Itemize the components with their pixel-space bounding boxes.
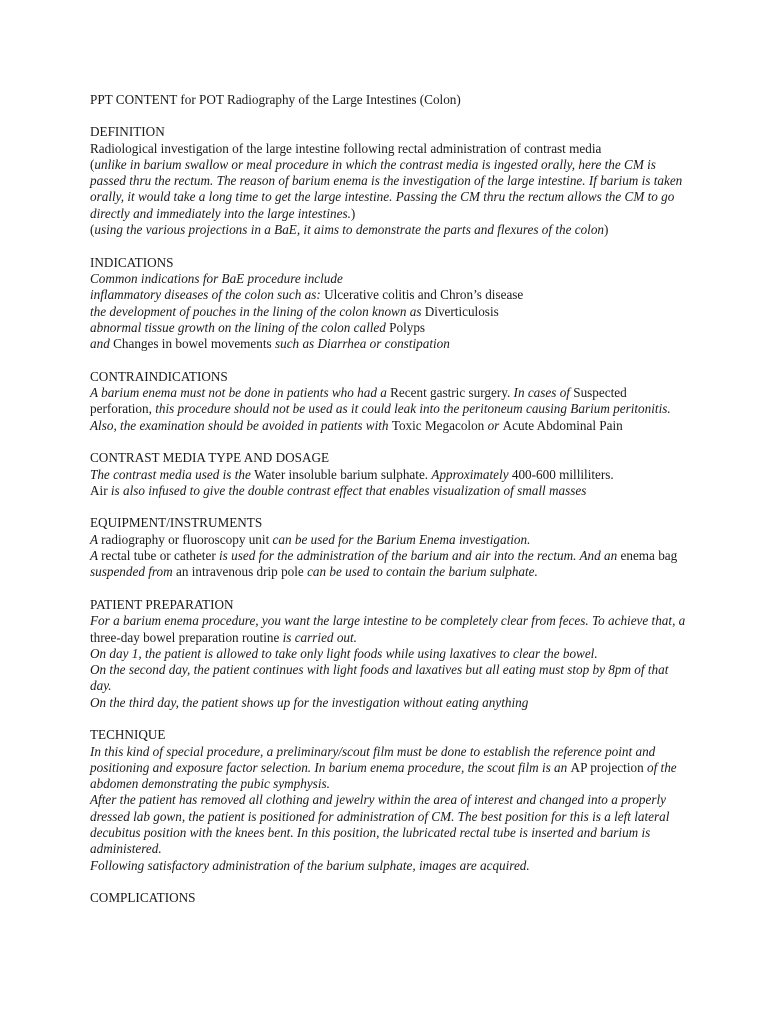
text-run: Diverticulosis	[424, 303, 499, 319]
text-run: )	[604, 222, 609, 238]
section-heading: CONTRAST MEDIA TYPE AND DOSAGE	[90, 450, 330, 466]
section-heading: TECHNIQUE	[90, 727, 166, 743]
section-heading: CONTRAINDICATIONS	[90, 368, 228, 384]
document-body	[90, 124, 690, 906]
text-run: and	[90, 336, 114, 352]
text-run: Polyps	[389, 319, 426, 335]
section-complications	[90, 890, 690, 906]
paragraph	[90, 646, 690, 662]
text-run: A	[90, 548, 102, 564]
text-run: In cases of	[513, 385, 574, 401]
text-run: enema bag	[620, 548, 678, 564]
text-run: can be used for the Barium Enema investigation.	[272, 531, 531, 547]
text-run: Common indications for BaE procedure include	[90, 270, 343, 286]
paragraph	[90, 141, 690, 157]
section-definition	[90, 124, 690, 238]
section-contrast-media-type-and-dosage	[90, 450, 690, 499]
text-run: inflammatory diseases of the colon such as:	[90, 287, 325, 303]
section-indications	[90, 255, 690, 353]
section-patient-preparation	[90, 597, 690, 711]
section-heading: EQUIPMENT/INSTRUMENTS	[90, 515, 263, 531]
text-run: or	[487, 417, 503, 433]
text-run: Air	[90, 482, 111, 498]
paragraph	[90, 157, 690, 222]
text-run: On the second day, the patient continues with light foods and laxatives but all eating must stop by 8pm of that day.	[90, 662, 669, 694]
section-heading: INDICATIONS	[90, 254, 174, 270]
section-heading: COMPLICATIONS	[90, 890, 196, 906]
text-run: abnormal tissue growth on the lining of the colon called	[90, 319, 390, 335]
text-run: )	[350, 205, 356, 221]
text-run: A	[90, 531, 102, 547]
text-run: Ulcerative colitis and Chron’s disease	[324, 287, 524, 303]
section-technique	[90, 727, 690, 874]
text-run: A barium enema must not be done in patients who had a	[90, 385, 391, 401]
text-run: Changes in bowel movements	[113, 336, 275, 352]
text-run: an intravenous drip pole	[175, 564, 308, 580]
text-run: Recent gastric surgery.	[390, 385, 514, 401]
text-run: suspended from	[90, 564, 176, 580]
paragraph	[90, 858, 690, 874]
paragraph	[90, 304, 690, 320]
paragraph	[90, 271, 690, 287]
text-run: (	[90, 156, 95, 172]
text-run: the development of pouches in the lining of the colon known as	[90, 303, 425, 319]
text-run: The contrast media used is the	[90, 466, 255, 482]
text-run: For a barium enema procedure, you want the large intestine to be completely clear from feces. To achieve that, a	[90, 613, 686, 629]
paragraph	[90, 532, 690, 548]
document-title: PPT CONTENT for POT Radiography of the Large Intestines (Colon)	[90, 92, 461, 107]
text-run: AP projection	[570, 759, 647, 775]
text-run: is also infused to give the double contrast effect that enables visualization of small masses	[110, 482, 587, 498]
text-run: Water insoluble barium sulphate.	[254, 466, 432, 482]
text-run: three-day bowel preparation routine	[90, 629, 283, 645]
text-run: Suspected perforation,	[90, 385, 627, 417]
text-run: radiography or fluoroscopy unit	[101, 531, 273, 547]
section-equipment-instruments	[90, 515, 690, 580]
text-run: In this kind of special procedure, a preliminary/scout film must be done to establish the reference point and positioning and exposure factor selection. In barium enema procedure, the scout film is an	[90, 743, 656, 775]
paragraph	[90, 548, 690, 581]
paragraph	[90, 467, 690, 483]
text-run: using the various projections in a BaE, it aims to demonstrate the parts and flexures of the colon	[94, 222, 605, 238]
paragraph	[90, 662, 690, 695]
text-run: Toxic Megacolon	[391, 417, 488, 433]
text-run: is used for the administration of the barium and air into the rectum. And an	[219, 548, 621, 564]
text-run: Approximately	[431, 466, 512, 482]
paragraph	[90, 320, 690, 336]
section-contraindications	[90, 369, 690, 434]
text-run: of the abdomen demonstrating the pubic symphysis.	[90, 759, 677, 792]
document-page	[90, 92, 690, 923]
paragraph	[90, 336, 690, 352]
paragraph	[90, 483, 690, 499]
text-run: After the patient has removed all clothing and jewelry within the area of interest and changed into a properly dressed lab gown, the patient is positioned for administration of CM. The best position for this is a left lateral decubitus position with the knees bent. In this position, the lubricated rectal tube is inserted and barium is administered.	[90, 792, 670, 857]
text-run: On the third day, the patient shows up for the investigation without eating anything	[90, 694, 529, 710]
paragraph	[90, 744, 690, 793]
text-run: 400-600 milliliters.	[511, 466, 614, 482]
text-run: unlike in barium swallow or meal procedure in which the contrast media is ingested orally, here the CM is passed thru the rectum. The reason of barium enema is the investigation of the large intestine. If barium is taken orally, it would take a long time to get the large intestine. Passing the CM thru the rectum allows the CM to go directly and immediately into the large intestines.	[90, 156, 683, 221]
text-run: can be used to contain the barium sulphate.	[307, 564, 538, 580]
paragraph	[90, 287, 690, 303]
paragraph	[90, 695, 690, 711]
text-run: such as Diarrhea or constipation	[274, 336, 450, 352]
section-heading: PATIENT PREPARATION	[90, 596, 234, 612]
paragraph	[90, 385, 690, 434]
section-heading: DEFINITION	[90, 124, 165, 140]
text-run: Following satisfactory administration of the barium sulphate, images are acquired.	[90, 857, 530, 873]
text-run: (	[90, 222, 95, 238]
text-run: Radiological investigation of the large intestine following rectal administration of contrast media	[90, 140, 602, 156]
text-run: this procedure should not be used as it could leak into the peritoneum causing Barium peritonitis. Also, the examination should be avoided in patients with	[90, 401, 671, 433]
text-run: is carried out.	[282, 629, 357, 645]
text-run: rectal tube or catheter	[101, 548, 220, 564]
paragraph	[90, 792, 690, 857]
text-run: Acute Abdominal Pain	[502, 417, 623, 433]
paragraph	[90, 613, 690, 646]
paragraph	[90, 222, 690, 238]
text-run: On day 1, the patient is allowed to take only light foods while using laxatives to clear the bowel.	[90, 645, 598, 661]
